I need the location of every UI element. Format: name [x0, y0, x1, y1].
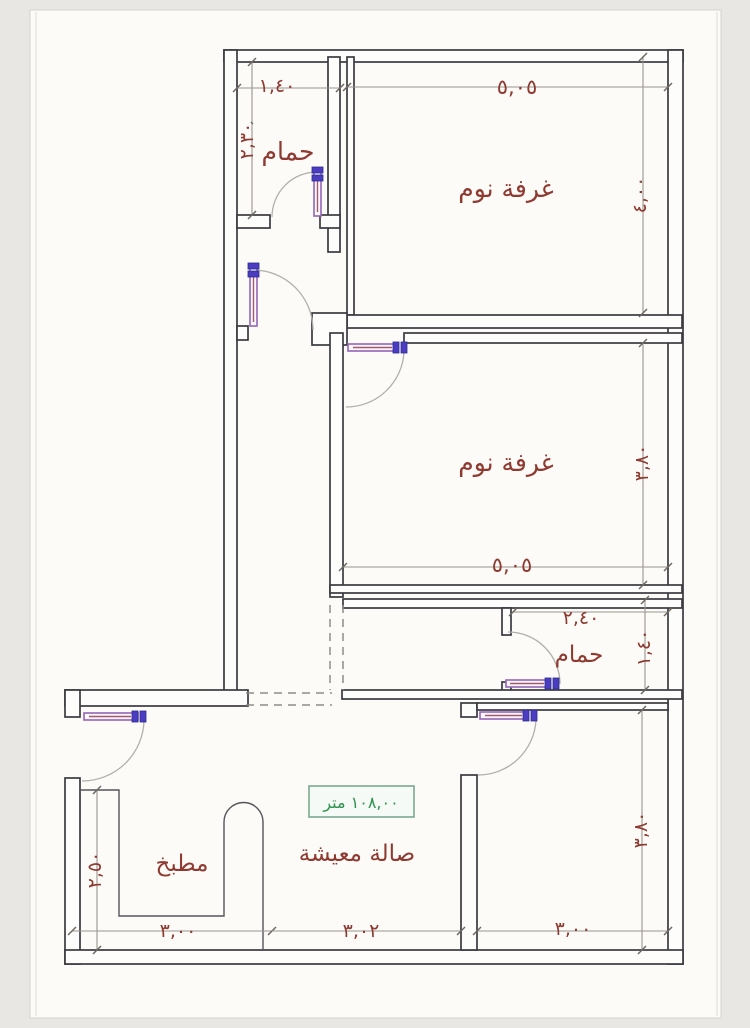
- wall-segment: [477, 703, 668, 710]
- wall-segment: [502, 608, 511, 635]
- wall-segment: [65, 778, 80, 964]
- wall-segment: [342, 690, 682, 699]
- wall-segment: [65, 950, 683, 964]
- dim-bedroom-middle-height: ٣,٨٠: [631, 444, 653, 482]
- dim-bedroom-top-height: ٤,٠٠: [629, 176, 651, 214]
- dim-bedroom-middle-width: ٥,٠٥: [491, 553, 533, 577]
- dim-kitchen-height: ٢,٥٠: [84, 851, 106, 889]
- wall-segment: [330, 333, 343, 597]
- wall-segment: [668, 50, 683, 964]
- room-label-bathroom-top: حمام: [261, 137, 315, 166]
- room-label-kitchen: مطبخ: [155, 851, 209, 877]
- wall-segment: [237, 326, 248, 340]
- dim-living-width: ٣,٠٢: [342, 920, 380, 942]
- wall-segment: [343, 599, 682, 608]
- door-latch-block: [132, 711, 138, 722]
- door-latch-block: [312, 175, 323, 181]
- door-latch-block: [248, 263, 259, 269]
- door-latch-block: [545, 678, 551, 689]
- door-latch-block: [531, 710, 537, 721]
- door-latch-block: [523, 710, 529, 721]
- total-area-box: [309, 786, 414, 817]
- area-box-value: ١٠٨,٠٠ متر: [323, 793, 399, 812]
- wall-segment: [330, 585, 682, 593]
- room-label-bedroom-middle: غرفة نوم: [458, 448, 554, 477]
- dim-bedroom-top-width: ٥,٠٥: [496, 75, 538, 99]
- wall-segment: [224, 50, 683, 62]
- wall-segment: [65, 690, 80, 717]
- dim-bathroom-middle-width: ٢,٤٠: [562, 607, 600, 629]
- door-latch-block: [401, 342, 407, 353]
- wall-segment: [347, 57, 354, 315]
- room-label-living: صالة معيشة: [298, 841, 416, 867]
- dim-room-right-height: ٣,٨٠: [630, 811, 652, 849]
- door-latch-block: [553, 678, 559, 689]
- dim-bathroom-top-width: ١,٤٠: [258, 75, 296, 97]
- room-label-bedroom-top: غرفة نوم: [458, 174, 554, 203]
- wall-segment: [461, 703, 477, 717]
- door-latch-block: [248, 271, 259, 277]
- wall-segment: [404, 333, 682, 343]
- dim-bathroom-top-height: ٢,٣٠: [236, 122, 258, 160]
- dim-kitchen-width: ٣,٠٠: [159, 920, 197, 942]
- wall-segment: [461, 775, 477, 950]
- room-label-bathroom-middle: حمام: [554, 642, 604, 668]
- wall-segment: [320, 215, 340, 228]
- dim-room-right-width: ٣,٠٠: [554, 918, 592, 940]
- dim-bathroom-middle-height: ١,٤٠: [633, 629, 655, 667]
- door-latch-block: [393, 342, 399, 353]
- wall-segment: [237, 215, 270, 228]
- wall-segment: [347, 315, 682, 328]
- door-latch-block: [312, 167, 323, 173]
- wall-segment: [65, 690, 248, 706]
- door-latch-block: [140, 711, 146, 722]
